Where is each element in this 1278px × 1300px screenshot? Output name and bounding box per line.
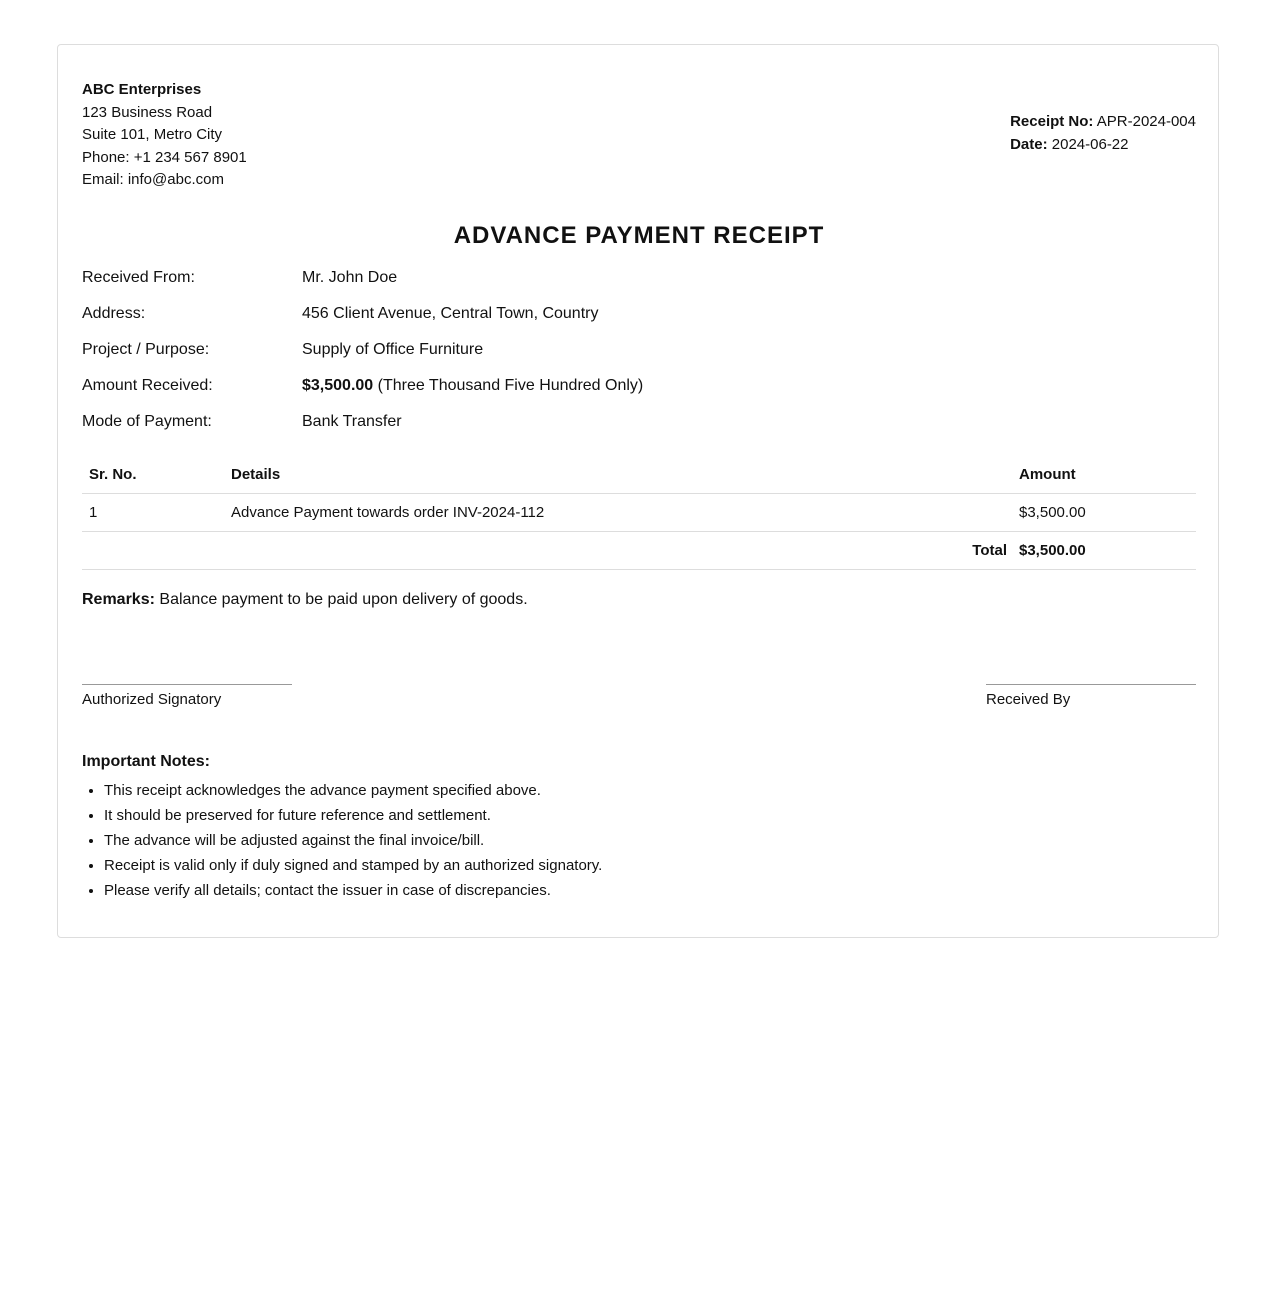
field-address bbox=[82, 303, 1196, 339]
column-header-details: Details bbox=[224, 455, 1012, 494]
receipt-card bbox=[57, 44, 1219, 938]
table-header-row bbox=[82, 455, 1196, 494]
list-item: • Receipt is valid only if duly signed and stamped by an authorized signatory. bbox=[104, 853, 602, 878]
column-header-amount: Amount bbox=[1012, 455, 1196, 494]
field-amount-received bbox=[82, 375, 1196, 411]
remarks bbox=[82, 591, 528, 609]
remarks-label: Remarks: bbox=[82, 591, 155, 608]
list-item: • Please verify all details; contact the issuer in case of discrepancies. bbox=[104, 878, 602, 903]
field-value: 456 Client Avenue, Central Town, Country bbox=[302, 305, 599, 322]
receipt-number: APR-2024-004 bbox=[1096, 113, 1196, 130]
field-value: Supply of Office Furniture bbox=[302, 341, 484, 358]
notes-title: Important Notes: bbox=[82, 753, 210, 770]
table-total-row bbox=[82, 532, 1196, 570]
company-address-line1: 123 Business Road bbox=[82, 103, 213, 121]
field-received-from bbox=[82, 267, 1196, 303]
field-label: Project / Purpose: bbox=[82, 341, 210, 358]
receipt-date-label: Date: bbox=[1010, 135, 1048, 153]
receipt-number-label: Receipt No: bbox=[1010, 113, 1094, 130]
list-item: • The advance will be adjusted against the final invoice/bill. bbox=[104, 828, 602, 853]
field-purpose bbox=[82, 339, 1196, 375]
company-info bbox=[82, 79, 247, 192]
cell-amount: $3,500.00 bbox=[1012, 494, 1196, 532]
table-row bbox=[82, 494, 1196, 532]
signature-authorized: Authorized Signatory bbox=[82, 684, 292, 708]
receipt-meta bbox=[1010, 111, 1196, 156]
receipt-number-row bbox=[1010, 111, 1196, 134]
company-address-line2: Suite 101, Metro City bbox=[82, 126, 223, 143]
list-item: • It should be preserved for future reference and settlement. bbox=[104, 803, 602, 828]
company-email: Email: info@abc.com bbox=[82, 171, 224, 188]
field-label: Received From: bbox=[82, 269, 195, 286]
company-phone: Phone: +1 234 567 8901 bbox=[82, 148, 247, 166]
field-value: Mr. John Doe bbox=[302, 269, 398, 286]
list-item: • This receipt acknowledges the advance payment specified above. bbox=[104, 778, 602, 803]
field-label: Mode of Payment: bbox=[82, 413, 212, 430]
amount-figure: $3,500.00 bbox=[302, 377, 374, 394]
field-value bbox=[302, 377, 643, 395]
cell-sr-no: 1 bbox=[82, 494, 224, 532]
total-value: $3,500.00 bbox=[1012, 532, 1196, 570]
signature-received-by: Received By bbox=[986, 684, 1196, 708]
field-label: Amount Received: bbox=[82, 377, 213, 394]
notes-list bbox=[82, 778, 602, 903]
page-title: ADVANCE PAYMENT RECEIPT bbox=[453, 222, 825, 249]
field-payment-mode bbox=[82, 411, 1196, 447]
column-header-sr-no: Sr. No. bbox=[82, 455, 224, 494]
receipt-date-row bbox=[1010, 134, 1196, 157]
field-value: Bank Transfer bbox=[302, 413, 402, 430]
remarks-text: Balance payment to be paid upon delivery of goods. bbox=[159, 591, 528, 608]
payment-table bbox=[82, 455, 1196, 570]
cell-details: Advance Payment towards order INV-2024-112 bbox=[224, 494, 1012, 532]
field-label: Address: bbox=[82, 305, 146, 322]
amount-words: (Three Thousand Five Hundred Only) bbox=[377, 377, 644, 394]
receipt-fields bbox=[82, 267, 1196, 447]
total-label: Total bbox=[82, 532, 1012, 570]
company-name: ABC Enterprises bbox=[82, 81, 202, 98]
receipt-date: 2024-06-22 bbox=[1051, 135, 1129, 153]
